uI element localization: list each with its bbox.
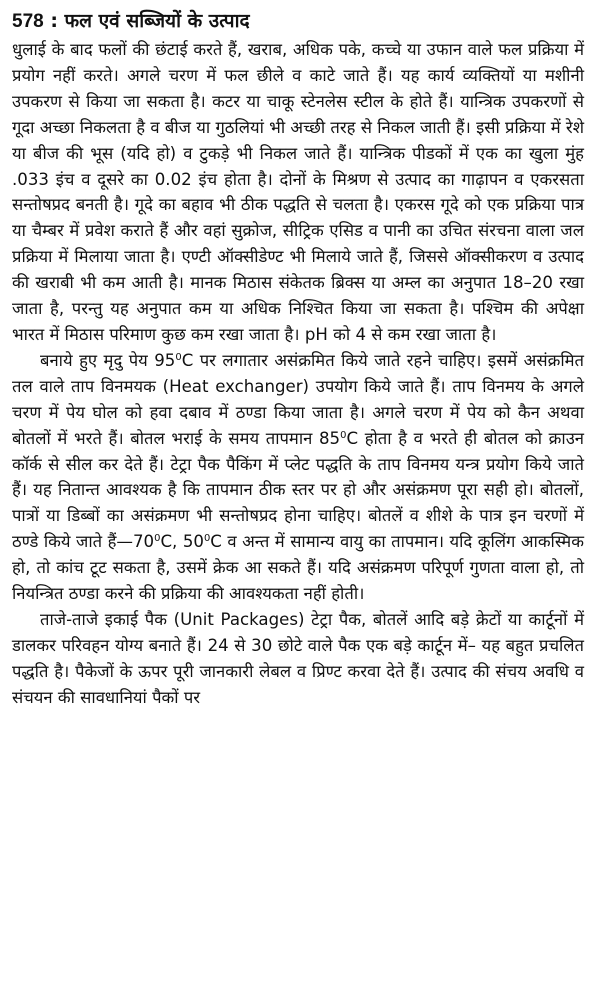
paragraph-segment: बनाये हुए मृदु पेय 95 bbox=[40, 350, 176, 370]
paragraph-segment: C, 50 bbox=[160, 532, 204, 552]
header-separator: : bbox=[43, 10, 65, 32]
paragraph-segment: C होता है व भरते ही बोतल को क्राउन कॉर्क से सील कर देते हैं। टेट्रा पैक पैकिंग में प्लेट पद्धति के ताप विनमय यन्त्र प्रयोग किये जाते हैं। यह नितान्त आवश्यक है कि तापमान ठीक स्तर पर हो और असंक्रमण पूरा सही हो। बोतलों, पात्रों या डिब्बों का असंक्रमण भी सन्तोषप्रद होना चाहिए। बोतलें व शीशे के पात्र इन चरणों में ठण्डे किये जाते हैं—70 bbox=[12, 428, 584, 552]
chapter-title: फल एवं सब्जियों के उत्पाद bbox=[64, 10, 250, 32]
paragraph-segment: C पर लगातार असंक्रमित किये जाते रहने चाहिए। इसमें असंक्रमित तल वाले ताप विनमयक (Heat exchanger) उपयोग किये जाते हैं। ताप विनमय के अगले चरण में पेय घोल को हवा दबाव में ठण्डा किया जाता है। अगले चरण में पेय को कैन अथवा बोतलों में भरते हैं। बोतल भराई के समय तापमान 85 bbox=[12, 350, 584, 448]
page-number: 578 bbox=[12, 11, 44, 32]
page-header bbox=[12, 8, 584, 35]
paragraph-pasteurization bbox=[12, 348, 584, 607]
paragraph-processing: धुलाई के बाद फलों की छंटाई करते हैं, खराब, अधिक पके, कच्चे या उफान वाले फल प्रक्रिया में प्रयोग नहीं करते। अगले चरण में फल छीले व काटे जाते हैं। यह कार्य व्यक्तियों या मशीनी उपकरण से किया जा सकता है। कटर या चाकू स्टेनलेस स्टील के होते हैं। यान्त्रिक उपकरणों से गूदा अच्छा निकलता है व बीज या गुठलियां भी अच्छी तरह से निकल जाती हैं। इसी प्रक्रिया में रेशे या बीज की भूस (यदि हो) व टुकड़े भी निकल जाते हैं। यान्त्रिक पीडकों में एक का खुला मुंह .033 इंच व दूसरे का 0.02 इंच होता है। दोनों के मिश्रण से उत्पाद का गाढ़ापन व एकरसता सन्तोषप्रद बनती है। गूदे का बहाव भी ठीक पद्धति से चलता है। एकरस गूदे को एक प्रक्रिया पात्र या चैम्बर में प्रवेश कराते हैं और वहां सुक्रोज, सीट्रिक एसिड व पानी का उचित संरचना वाला जल प्रक्रिया में मिलाया जाता है। एण्टी ऑक्सीडेण्ट भी मिलाये जाते हैं, जिससे ऑक्सीकरण व उत्पाद की खराबी भी कम आती है। मानक मिठास संकेतक ब्रिक्स या अम्ल का अनुपात 18–20 रखा जाता है, परन्तु यह अनुपात कम या अधिक निश्चित किया जा सकता है। पश्चिम की अपेक्षा भारत में मिठास परिमाण कुछ कम रखा जाता है। pH को 4 से कम रखा जाता है। bbox=[12, 40, 584, 344]
degree-symbol: 0 bbox=[340, 429, 347, 441]
degree-symbol: 0 bbox=[154, 533, 161, 545]
degree-symbol: 0 bbox=[203, 533, 211, 545]
degree-symbol: 0 bbox=[175, 351, 182, 363]
paragraph-packaging: ताजे-ताजे इकाई पैक (Unit Packages) टेट्रा पैक, बोतलें आदि बड़े क्रेटों या कार्टूनों में डालकर परिवहन योग्य बनाते हैं। 24 से 30 छोटे वाले पैक एक बड़े कार्टून में– यह बहुत प्रचलित पद्धति है। पैकेजों के ऊपर पूरी जानकारी लेबल व प्रिण्ट करवा देते हैं। उत्पाद की संचय अवधि व संचयन की सावधानियां पैकों पर bbox=[12, 609, 584, 707]
paragraph-segment: C व अन्त में सामान्य वायु का तापमान। यदि कूलिंग आकस्मिक हो, तो कांच टूट सकता है, उसमें क्रेक आ सकते हैं। यदि असंक्रमण परिपूर्ण गुणता वाला हो, तो नियन्त्रित ठण्डा करने की प्रक्रिया की आवश्यकता नहीं होती। bbox=[12, 532, 584, 604]
